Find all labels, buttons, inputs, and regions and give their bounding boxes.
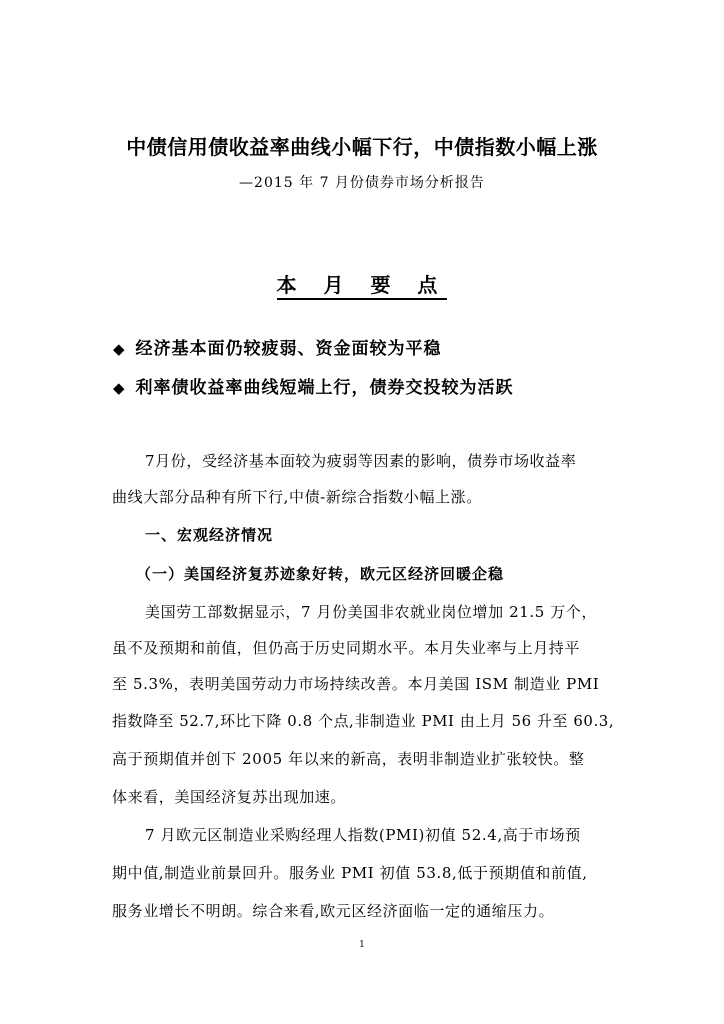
report-title: 中债信用债收益率曲线小幅下行，中债指数小幅上涨: [126, 135, 598, 159]
key-points-heading: [0, 269, 724, 298]
diamond-bullet-icon: ◆: [113, 340, 126, 358]
us-paragraph-line-3: 至 5.3%，表明美国劳动力市场持续改善。本月美国 ISM 制造业 PMI: [112, 675, 600, 693]
subsection-heading: （一）美国经济复苏迹象好转，欧元区经济回暖企稳: [136, 565, 505, 583]
intro-line-1: 7月份，受经济基本面较为疲弱等因素的影响，债券市场收益率: [145, 452, 577, 470]
eu-paragraph-line-2: 期中值,制造业前景回升。服务业 PMI 初值 53.8,低于预期值和前值,: [112, 864, 588, 882]
report-subtitle: —2015 年 7 月份债券市场分析报告: [239, 175, 485, 191]
eu-paragraph-line-1: 7 月欧元区制造业采购经理人指数(PMI)初值 52.4,高于市场预: [145, 826, 581, 844]
key-points-heading-text: 本 月 要 点: [277, 273, 448, 300]
page-number: 1: [359, 940, 365, 950]
intro-line-2: 曲线大部分品种有所下行,中债-新综合指数小幅上涨。: [112, 488, 482, 506]
key-point-2: [113, 373, 514, 398]
us-paragraph-line-6: 体来看，美国经济复苏出现加速。: [112, 788, 347, 806]
us-paragraph-line-1: 美国劳工部数据显示，7 月份美国非农就业岗位增加 21.5 万个，: [145, 603, 598, 621]
section-heading: 一、宏观经济情况: [145, 526, 274, 544]
us-paragraph-line-2: 虽不及预期和前值，但仍高于历史同期水平。本月失业率与上月持平: [112, 639, 581, 657]
eu-paragraph-line-3: 服务业增长不明朗。综合来看,欧元区经济面临一定的通缩压力。: [112, 902, 555, 920]
us-paragraph-line-4: 指数降至 52.7,环比下降 0.8 个点,非制造业 PMI 由上月 56 升至 60.3,: [112, 712, 615, 730]
us-paragraph-line-5: 高于预期值并创下 2005 年以来的新高，表明非制造业扩张较快。整: [112, 750, 585, 768]
key-point-1: [113, 334, 442, 359]
key-point-2-text: 利率债收益率曲线短端上行，债券交投较为活跃: [135, 378, 514, 398]
diamond-bullet-icon: ◆: [113, 379, 126, 397]
key-point-1-text: 经济基本面仍较疲弱、资金面较为平稳: [135, 339, 442, 359]
